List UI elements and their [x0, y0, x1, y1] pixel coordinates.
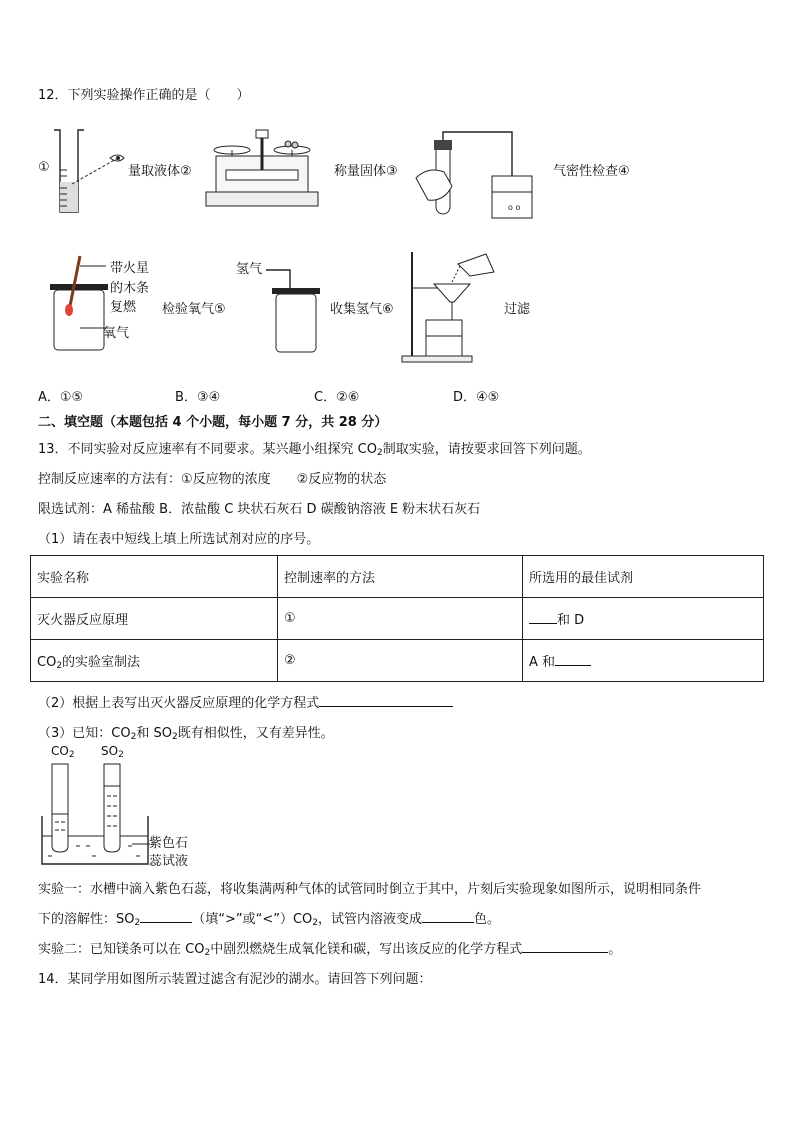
- fig-label-oxygen: 氧气: [103, 326, 130, 341]
- q13-methods: 控制反应速率的方法有：①反应物的浓度 ②反应物的状态: [38, 472, 387, 487]
- fig-label-filter: 过滤: [504, 302, 531, 317]
- hydrogen-collect-figure: [264, 268, 324, 356]
- answer-blank[interactable]: [319, 694, 453, 707]
- fig-label-measure: 量取液体②: [128, 164, 192, 179]
- fig-label-so2: $SO_2$: [101, 744, 124, 760]
- option-c[interactable]: C．②⑥: [314, 390, 360, 405]
- table-header-cell: 实验名称: [31, 556, 278, 598]
- solubility-figure: [40, 760, 150, 866]
- q13-part2: （2）根据上表写出灭火器反应原理的化学方程式: [38, 692, 453, 711]
- fig-label-ember2: 的木条: [110, 281, 150, 296]
- q13-exp2: 实验二：已知镁条可以在 $CO_2$中剧烈燃烧生成氧化镁和碳，写出该反应的化学方程式 。: [38, 942, 622, 958]
- table-row: [31, 640, 764, 682]
- airtight-check-figure: [408, 126, 538, 222]
- table-cell: 灭火器反应原理: [31, 598, 278, 640]
- answer-blank[interactable]: [529, 611, 557, 624]
- q13-intro: 13．不同实验对反应速率有不同要求。某兴趣小组探究 $CO_2$制取实验，请按要求回答下列问题。: [38, 442, 591, 458]
- table-cell: ②: [278, 640, 523, 682]
- fig-label-litmus2: 蕊试液: [149, 854, 189, 869]
- option-a[interactable]: A．①⑤: [38, 390, 84, 405]
- table-cell: 和 D: [523, 598, 764, 640]
- answer-blank[interactable]: [522, 940, 608, 953]
- fig-label-ember3: 复燃: [110, 300, 137, 315]
- answer-blank[interactable]: [555, 653, 591, 666]
- fig-label-test-o2: 检验氧气⑤: [162, 302, 226, 317]
- fig-label-collect-h2: 收集氢气⑥: [330, 302, 394, 317]
- fig-label-hydrogen: 氢气: [236, 262, 263, 277]
- reagent-table: [30, 555, 764, 682]
- filtration-figure: [400, 248, 500, 364]
- table-header-cell: 所选用的最佳试剂: [523, 556, 764, 598]
- section-title: 二、填空题（本题包括 4 个小题，每小题 7 分，共 28 分）: [38, 415, 388, 430]
- q13-exp1-line1: 实验一：水槽中滴入紫色石蕊，将收集满两种气体的试管同时倒立于其中，片刻后实验现象如图所示，说明相同条件: [38, 882, 702, 897]
- table-cell: $CO_2$的实验室制法: [31, 640, 278, 682]
- graduated-cylinder-figure: [52, 128, 132, 220]
- fig-label-litmus1: 紫色石: [149, 836, 189, 851]
- svg-text:o o: o o: [508, 203, 521, 212]
- option-b[interactable]: B．③④: [175, 390, 221, 405]
- q12-stem: 12．下列实验操作正确的是（ ）: [38, 88, 250, 103]
- table-cell: A 和: [523, 640, 764, 682]
- q13-reagents: 限选试剂：A 稀盐酸 B．浓盐酸 C 块状石灰石 D 碳酸钠溶液 E 粉末状石灰石: [38, 502, 481, 517]
- balance-figure: [202, 126, 322, 210]
- answer-blank[interactable]: [422, 910, 474, 923]
- table-cell: ①: [278, 598, 523, 640]
- table-header-cell: 控制速率的方法: [278, 556, 523, 598]
- q13-exp1-line2: 下的溶解性：$SO_2$ （填“>”或“$<”)CO_2$，试管内溶液变成 色。: [38, 912, 501, 928]
- q14-stem: 14．某同学用如图所示装置过滤含有泥沙的湖水。请回答下列问题：: [38, 972, 432, 987]
- q13-part1: （1）请在表中短线上填上所选试剂对应的序号。: [38, 532, 320, 547]
- table-header-row: [31, 556, 764, 598]
- q13-part3: （3）已知：$CO_2$和 $SO_2$既有相似性，又有差异性。: [38, 726, 334, 742]
- fig-label-weigh: 称量固体③: [334, 164, 398, 179]
- option-d[interactable]: D．④⑤: [453, 390, 500, 405]
- fig-label-1: ①: [38, 160, 50, 175]
- fig-label-co2: $CO_2$: [51, 744, 75, 760]
- answer-blank[interactable]: [140, 910, 192, 923]
- fig-label-airtight: 气密性检查④: [553, 164, 630, 179]
- table-row: [31, 598, 764, 640]
- fig-label-ember1: 带火星: [110, 261, 150, 276]
